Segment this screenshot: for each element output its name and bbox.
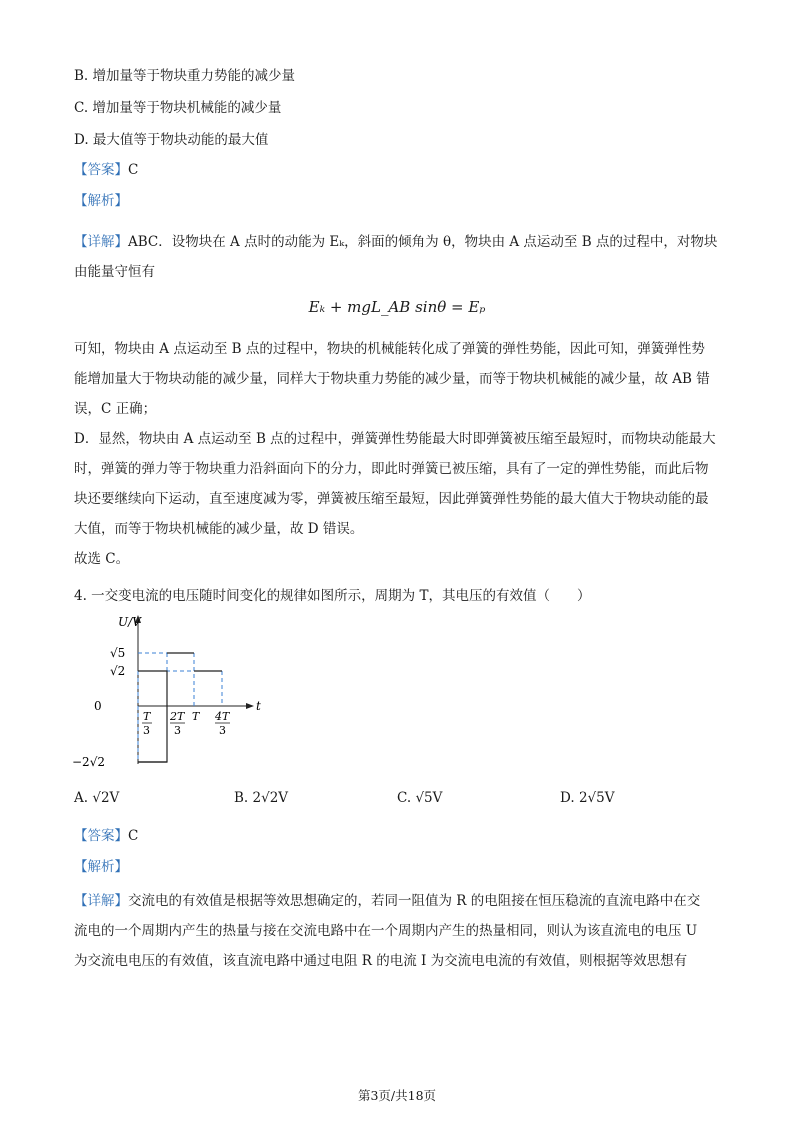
option-c-text: C. 增加量等于物块机械能的减少量 — [74, 100, 282, 116]
q3-answer — [74, 160, 138, 180]
explain-line: 能增加量大于物块动能的减少量，同样大于物块重力势能的减少量，而等于物块机械能的减少量，故 AB 错 — [74, 371, 710, 387]
detail-tag: 【详解】 — [74, 893, 128, 909]
q3-detail-text: ABC．设物块在 A 点时的动能为 Eₖ，斜面的倾角为 θ，物块由 A 点运动至 B 点的过程中，对物块 — [128, 234, 718, 250]
option-value: 2√2V — [252, 790, 289, 806]
q3-detail-line-1 — [74, 227, 724, 257]
explain-line: 故选 C。 — [74, 551, 130, 567]
q3-detail — [74, 227, 724, 287]
answer-value: C — [128, 828, 139, 844]
option-letter: A. — [74, 790, 89, 806]
x-tick-4T3-den: 3 — [219, 724, 226, 737]
option-value: 2√5V — [578, 790, 615, 806]
energy-equation: Eₖ + mgL_AB sinθ = Eₚ — [308, 298, 486, 316]
explain-line: 块还要继续向下运动，直至速度减为零，弹簧被压缩至最短，因此弹簧弹性势能的最大值大于物块动能的最 — [74, 491, 709, 507]
y-axis-label: U/V — [118, 615, 141, 629]
option-value: √5V — [415, 790, 443, 806]
q4-answer — [74, 826, 138, 846]
q4-detail-line-2: 流电的一个周期内产生的热量与接在交流电路中在一个周期内产生的热量相同，则认为该直流电的电压 U — [74, 923, 698, 939]
q4-detail — [74, 886, 724, 976]
option-letter: B. — [234, 790, 249, 806]
answer-tag: 【答案】 — [74, 162, 128, 178]
y-tick-sqrt2: √2 — [110, 664, 126, 678]
q4-option-b — [234, 790, 288, 806]
explain-line: 大值，而等于物块机械能的减少量，故 D 错误。 — [74, 521, 364, 537]
detail-tag: 【详解】 — [74, 234, 128, 250]
answer-tag: 【答案】 — [74, 828, 128, 844]
x-tick-2T3-den: 3 — [174, 724, 181, 737]
x-tick-T3-num: T — [143, 710, 151, 723]
explain-line: 时，弹簧的弹力等于物块重力沿斜面向下的分力，即此时弹簧已被压缩，具有了一定的弹性势能，而此后物 — [74, 461, 709, 477]
q4-detail-line-1 — [74, 886, 724, 916]
voltage-time-graph — [70, 612, 270, 782]
option-letter: C. — [397, 790, 412, 806]
option-b-text: B. 增加量等于物块重力势能的减少量 — [74, 68, 296, 84]
y-tick-neg: −2√2 — [72, 755, 105, 769]
q4-option-c — [397, 790, 442, 806]
q4-option-a — [74, 790, 119, 806]
option-value: √2V — [92, 790, 120, 806]
q4-stem: 4. 一交变电流的电压随时间变化的规律如图所示，周期为 T，其电压的有效值（ ） — [74, 588, 591, 604]
explain-line: D．显然，物块由 A 点运动至 B 点的过程中，弹簧弹性势能最大时即弹簧被压缩至最短时，而物块动能最大 — [74, 431, 716, 447]
explain-line: 误，C 正确； — [74, 401, 157, 417]
x-axis-label: t — [256, 699, 261, 713]
origin-label: 0 — [94, 699, 102, 713]
q4-option-d — [560, 790, 614, 806]
q3-analysis-tag: 【解析】 — [74, 193, 128, 209]
q3-detail-line-2: 由能量守恒有 — [74, 264, 155, 280]
option-d-text: D. 最大值等于物块动能的最大值 — [74, 132, 269, 148]
y-tick-sqrt5: √5 — [110, 646, 126, 660]
q3-explanation — [74, 334, 724, 574]
q4-analysis-tag: 【解析】 — [74, 859, 128, 875]
x-tick-T3-den: 3 — [143, 724, 150, 737]
dashed-guides — [138, 653, 222, 762]
explain-line: 可知，物块由 A 点运动至 B 点的过程中，物块的机械能转化成了弹簧的弹性势能，因此可知，弹簧弹性势 — [74, 341, 705, 357]
x-tick-2T3-num: 2T — [170, 710, 185, 723]
q4-detail-text: 交流电的有效值是根据等效思想确定的，若同一阻值为 R 的电阻接在恒压稳流的直流电路中在交 — [128, 893, 701, 909]
option-letter: D. — [560, 790, 575, 806]
x-axis-arrow — [246, 703, 254, 709]
x-tick-T: T — [192, 710, 200, 723]
q4-detail-line-3: 为交流电电压的有效值，该直流电路中通过电阻 R 的电流 I 为交流电电流的有效值，则根据等效思想有 — [74, 953, 688, 969]
answer-value: C — [128, 162, 139, 178]
x-tick-4T3-num: 4T — [215, 710, 230, 723]
page-footer: 第3页/共18页 — [357, 1088, 437, 1103]
